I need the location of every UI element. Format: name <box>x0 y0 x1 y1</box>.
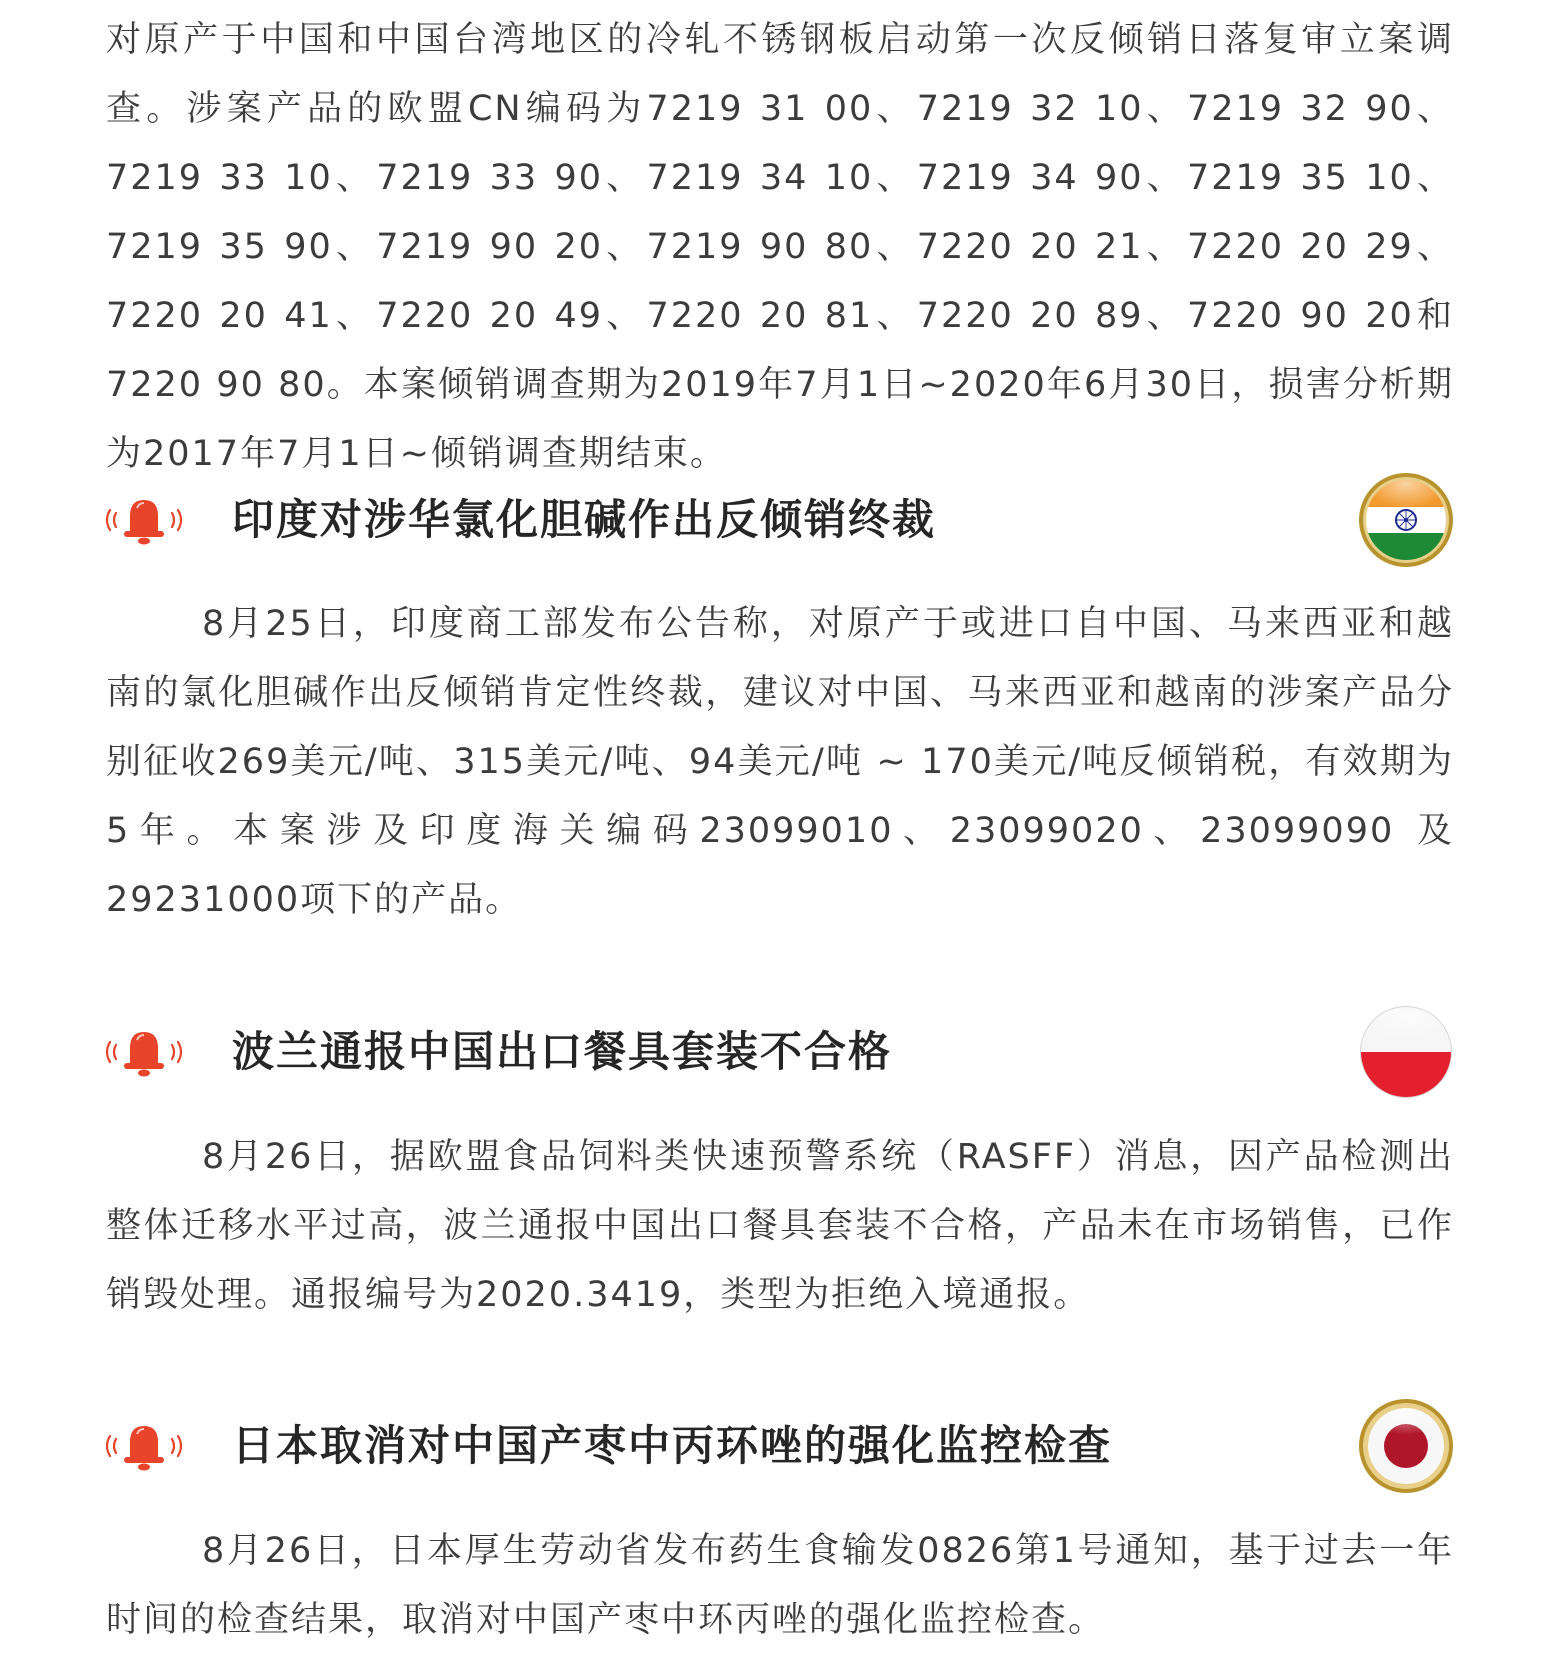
poland-flag-icon <box>1356 1002 1456 1102</box>
news-title-japan: 日本取消对中国产枣中丙环唑的强化监控检查 <box>232 1421 1113 1470</box>
news-body-poland: 8月26日，据欧盟食品饲料类快速预警系统（RASFF）消息，因产品检测出整体迁移水平过高，波兰通报中国出口餐具套装不合格，产品未在市场销售，已作销毁处理。通报编号为2020.3419，类型为拒绝入境通报。 <box>106 1137 1454 1315</box>
news-body-india: 8月25日，印度商工部发布公告称，对原产于或进口自中国、马来西亚和越南的氯化胆碱作出反倾销肯定性终裁，建议对中国、马来西亚和越南的涉案产品分别征收269美元/吨、315美元/吨、94美元/吨 ~ 170美元/吨反倾销税，有效期为5年。本案涉及印度海关编码23099010、23099020、23099090 及29231000项下的产品。 <box>106 604 1454 920</box>
alarm-bell-icon <box>96 1414 192 1478</box>
india-flag-icon <box>1356 470 1456 570</box>
news-header-poland <box>96 1002 1456 1102</box>
news-header-japan <box>96 1396 1456 1496</box>
news-title-poland: 波兰通报中国出口餐具套装不合格 <box>232 1027 893 1076</box>
alarm-bell-icon <box>96 1020 192 1084</box>
news-body-japan: 8月26日，日本厚生劳动省发布药生食输发0826第1号通知，基于过去一年时间的检查结果，取消对中国产枣中环丙唑的强化监控检查。 <box>106 1531 1454 1640</box>
japan-flag-icon <box>1356 1396 1456 1496</box>
intro-paragraph: 对原产于中国和中国台湾地区的冷轧不锈钢板启动第一次反倾销日落复审立案调查。涉案产品的欧盟CN编码为7219 31 00、7219 32 10、7219 32 90、7219 33 10、7219 33 90、7219 34 10、7219 34 90、7219 35 10、7219 35 90、7219 90 20、7219 90 80、7220 20 21、7220 20 29、7220 20 41、7220 20 49、7220 20 81、7220 20 89、7220 90 20和7220 90 80。本案倾销调查期为2019年7月1日~2020年6月30日，损害分析期为2017年7月1日~倾销调查期结束。 <box>106 20 1454 474</box>
alarm-bell-icon <box>96 488 192 552</box>
news-header-india <box>96 470 1456 570</box>
news-title-india: 印度对涉华氯化胆碱作出反倾销终裁 <box>232 495 937 544</box>
